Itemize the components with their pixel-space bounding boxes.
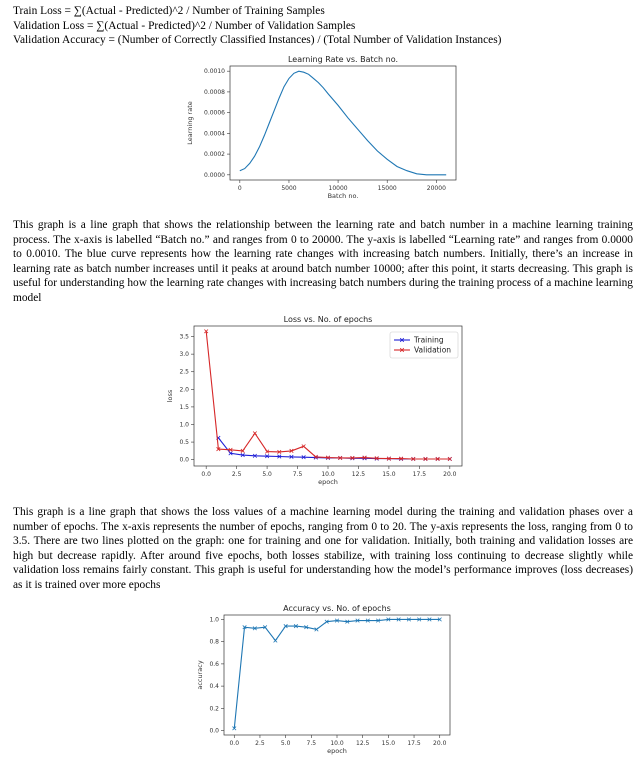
x-tick-label: 10000	[328, 185, 348, 192]
y-tick-label: 0.0006	[204, 109, 225, 117]
formula-block	[13, 4, 501, 48]
x-tick-label: 20000	[426, 185, 446, 192]
y-tick-label: 0.0000	[204, 171, 225, 179]
series-line-training	[218, 438, 449, 459]
x-tick-label: 0.0	[201, 471, 211, 478]
x-tick-label: 10.0	[321, 471, 335, 478]
train-loss-formula: Train Loss = ∑(Actual - Predicted)^2 / Number of Training Samples	[13, 5, 325, 17]
x-tick-label: 7.5	[292, 471, 303, 478]
series-line-0	[234, 619, 439, 728]
chart-title: Learning Rate vs. Batch no.	[287, 55, 399, 64]
legend-label: Training	[414, 335, 444, 345]
y-tick-label: 1.0	[209, 616, 219, 624]
y-tick-label: 1.0	[179, 421, 189, 429]
x-tick-label: 15.0	[382, 471, 396, 478]
x-tick-label: 12.5	[356, 740, 370, 747]
chart-title: Loss vs. No. of epochs	[283, 315, 373, 324]
y-tick-label: 2.0	[179, 386, 189, 394]
y-tick-label: 0.4	[209, 683, 219, 691]
x-tick-label: 17.5	[412, 471, 427, 478]
y-axis-label: Learning rate	[186, 101, 194, 145]
validation-loss-formula: Validation Loss = ∑(Actual - Predicted)^2 / Number of Validation Samples	[13, 19, 356, 32]
y-tick-label: 0.8	[209, 638, 219, 646]
x-tick-label: 7.5	[306, 740, 317, 747]
x-axis-label: epoch	[318, 478, 338, 486]
legend-label: Validation	[414, 345, 452, 355]
y-tick-label: 0.0010	[204, 68, 225, 76]
x-tick-label: 2.5	[231, 471, 242, 478]
data-point	[274, 639, 278, 643]
x-tick-label: 5.0	[262, 471, 272, 478]
y-tick-label: 0.6	[209, 660, 219, 668]
learning-rate-description: This graph is a line graph that shows the relationship between the learning rate and batch number in a machine learning training process. The x-axis is labelled “Batch no.” and ranges from 0 to 20000. The y-axis is labelled “Learning rate” and ranges from 0.0000 to 0.0010. The blue curve represents how the learning rate changes with increasing batch numbers. Initially, there’s an increase in learning rate as batch number increases until it peaks at around batch number 10000; after this point, it starts decreasing. This graph is useful for understanding how the learning rate changes with increasing batch numbers during the training process of a machine learning model	[13, 219, 633, 304]
learning-rate-chart	[180, 52, 470, 204]
y-tick-label: 0.0004	[204, 130, 225, 138]
y-tick-label: 3.5	[179, 333, 189, 341]
x-tick-label: 5000	[281, 185, 297, 192]
x-tick-label: 5.0	[280, 740, 291, 747]
y-tick-label: 0.0008	[204, 88, 225, 96]
validation-accuracy-formula: Validation Accuracy = (Number of Correctly Classified Instances) / (Total Number of Validation Instances)	[13, 34, 502, 46]
x-tick-label: 0	[237, 185, 242, 192]
x-tick-label: 17.5	[407, 740, 421, 747]
x-tick-label: 12.5	[351, 471, 366, 478]
y-tick-label: 0.5	[179, 439, 189, 447]
loss-chart	[160, 313, 470, 493]
x-axis-label: Batch no.	[327, 192, 359, 200]
data-point	[253, 431, 257, 435]
x-tick-label: 0.0	[229, 740, 240, 747]
series-line-0	[240, 71, 446, 175]
y-tick-label: 0.0	[179, 456, 189, 464]
plot-frame	[224, 615, 450, 735]
y-tick-label: 2.5	[179, 368, 189, 376]
x-tick-label: 10.0	[330, 740, 344, 747]
y-tick-label: 0.0002	[204, 151, 225, 159]
x-axis-label: epoch	[327, 747, 347, 755]
x-tick-label: 15000	[377, 185, 397, 192]
loss-description: This graph is a line graph that shows the loss values of a machine learning model during the training and validation phases over a number of epochs. The x-axis represents the number of epochs, ranging from 0 to 20. The y-axis represents the loss, ranging from 0 to 3.5. There are two lines plotted on the graph: one for training and one for validation. Initially, both training and validation losses are high but decrease rapidly. After around five epochs, both losses stabilize, with training loss continuing to decrease slightly while validation loss remains fairly constant. This graph is useful for understanding how the model’s performance improves (loss decreases) as it is trained over more epochs	[13, 506, 633, 591]
accuracy-chart	[190, 601, 460, 757]
x-tick-label: 15.0	[381, 740, 396, 747]
y-axis-label: accuracy	[196, 660, 204, 690]
chart-title: Accuracy vs. No. of epochs	[283, 604, 391, 613]
plot-frame	[230, 66, 456, 180]
y-tick-label: 1.5	[179, 403, 189, 411]
y-tick-label: 0.2	[209, 705, 219, 713]
x-tick-label: 20.0	[433, 740, 447, 747]
y-axis-label: loss	[166, 389, 174, 403]
y-tick-label: 0.0	[209, 727, 219, 735]
y-tick-label: 3.0	[179, 351, 189, 359]
x-tick-label: 20.0	[443, 471, 457, 478]
x-tick-label: 2.5	[255, 740, 265, 747]
